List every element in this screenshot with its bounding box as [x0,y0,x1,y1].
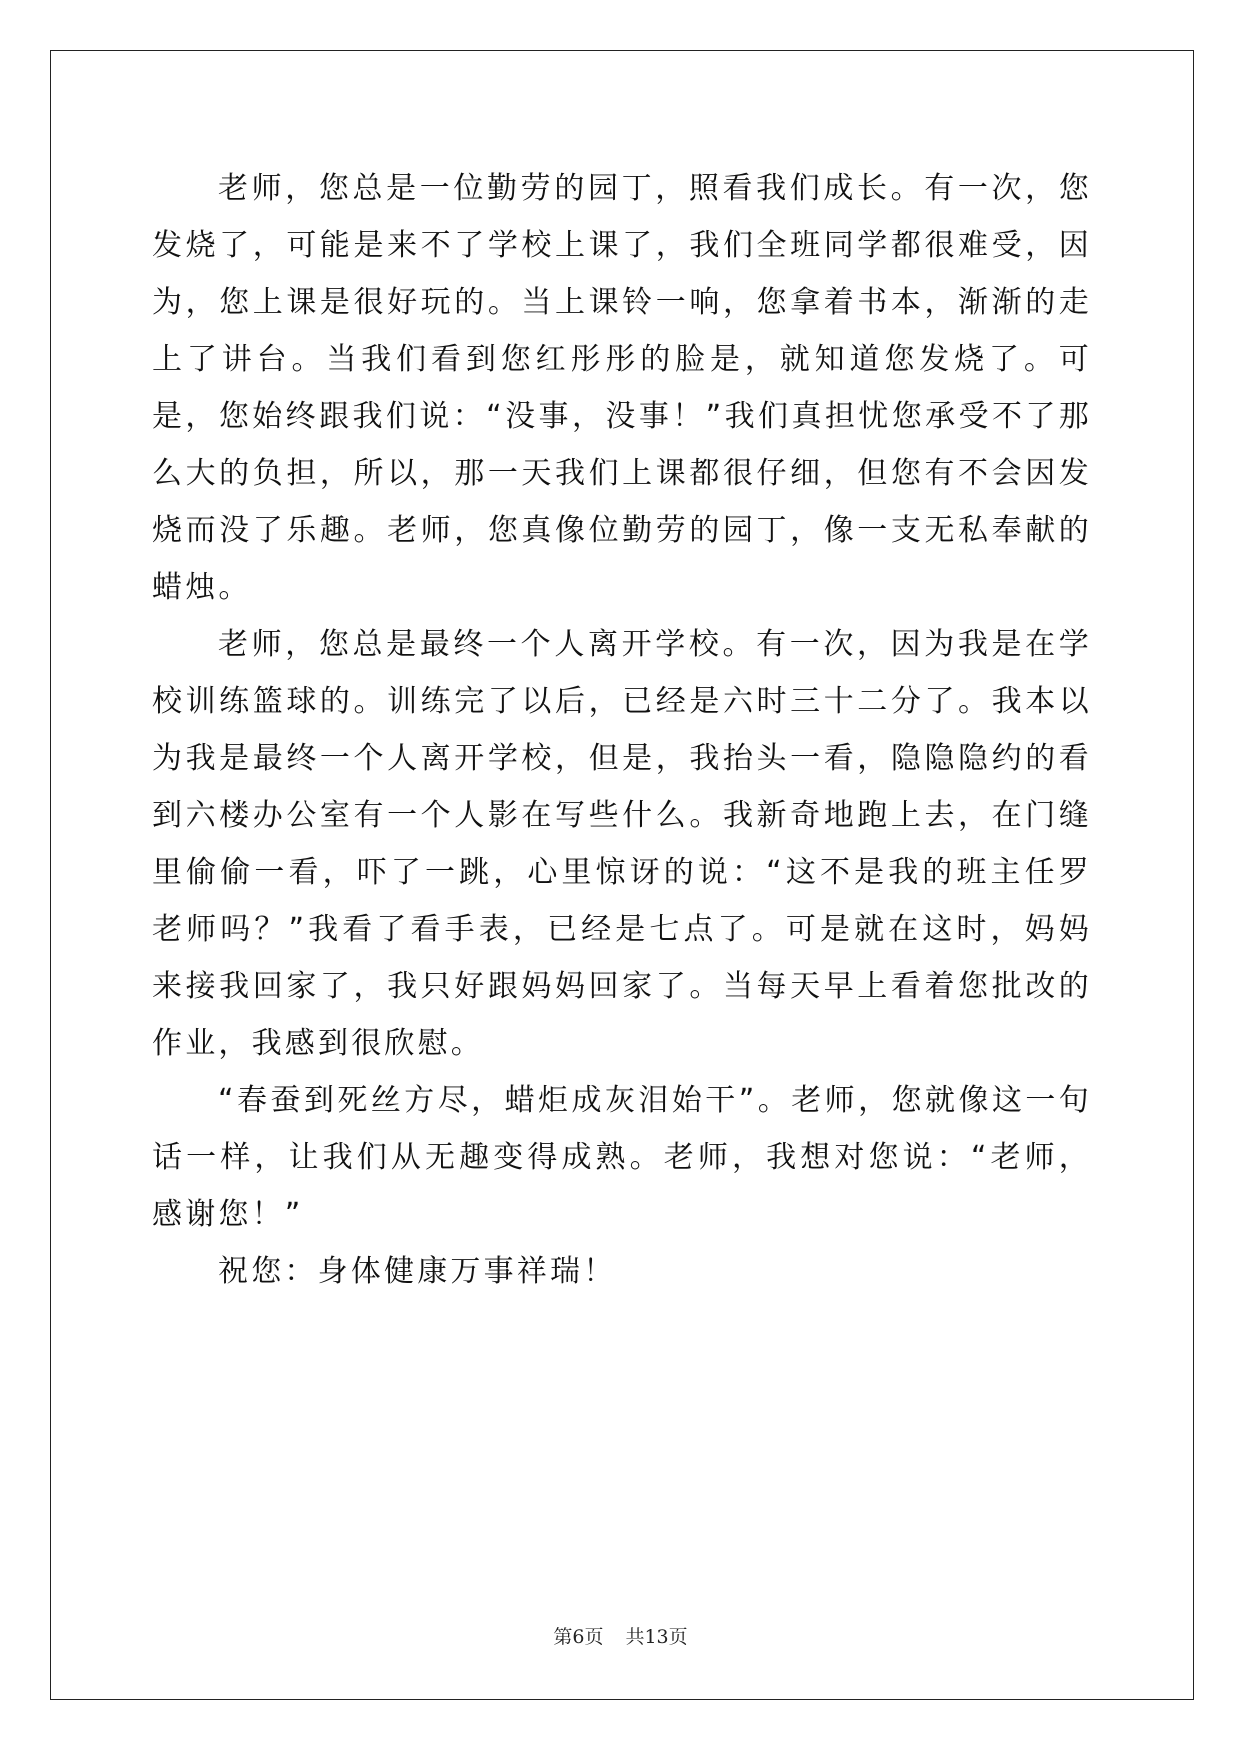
paragraph-2: 老师，您总是最终一个人离开学校。有一次，因为我是在学校训练篮球的。训练完了以后，已经是六时三十二分了。我本以为我是最终一个人离开学校，但是，我抬头一看，隐隐隐约的看到六楼办公室有一个人影在写些什么。我新奇地跑上去，在门缝里偷偷一看，吓了一跳，心里惊讶的说：“这不是我的班主任罗老师吗？”我看了看手表，已经是七点了。可是就在这时，妈妈来接我回家了，我只好跟妈妈回家了。当每天早上看着您批改的作业，我感到很欣慰。 [152,627,1092,1061]
page-total: 共13页 [625,1626,688,1648]
paragraph-3: “春蚕到死丝方尽，蜡炬成灰泪始干”。老师，您就像这一句话一样，让我们从无趣变得成熟。老师，我想对您说：“老师，感谢您！” [152,1083,1092,1232]
paragraph-1: 老师，您总是一位勤劳的园丁，照看我们成长。有一次，您发烧了，可能是来不了学校上课了，我们全班同学都很难受，因为，您上课是很好玩的。当上课铃一响，您拿着书本，渐渐的走上了讲台。当我们看到您红彤彤的脸是，就知道您发烧了。可是，您始终跟我们说：“没事，没事！”我们真担忧您承受不了那么大的负担，所以，那一天我们上课都很仔细，但您有不会因发烧而没了乐趣。老师，您真像位勤劳的园丁，像一支无私奉献的蜡烛。 [152,171,1092,605]
page-footer [0,1622,1241,1649]
document-body [152,160,1092,1300]
page-number: 第6页 [553,1626,604,1648]
paragraph-4: 祝您：身体健康万事祥瑞！ [218,1254,617,1289]
